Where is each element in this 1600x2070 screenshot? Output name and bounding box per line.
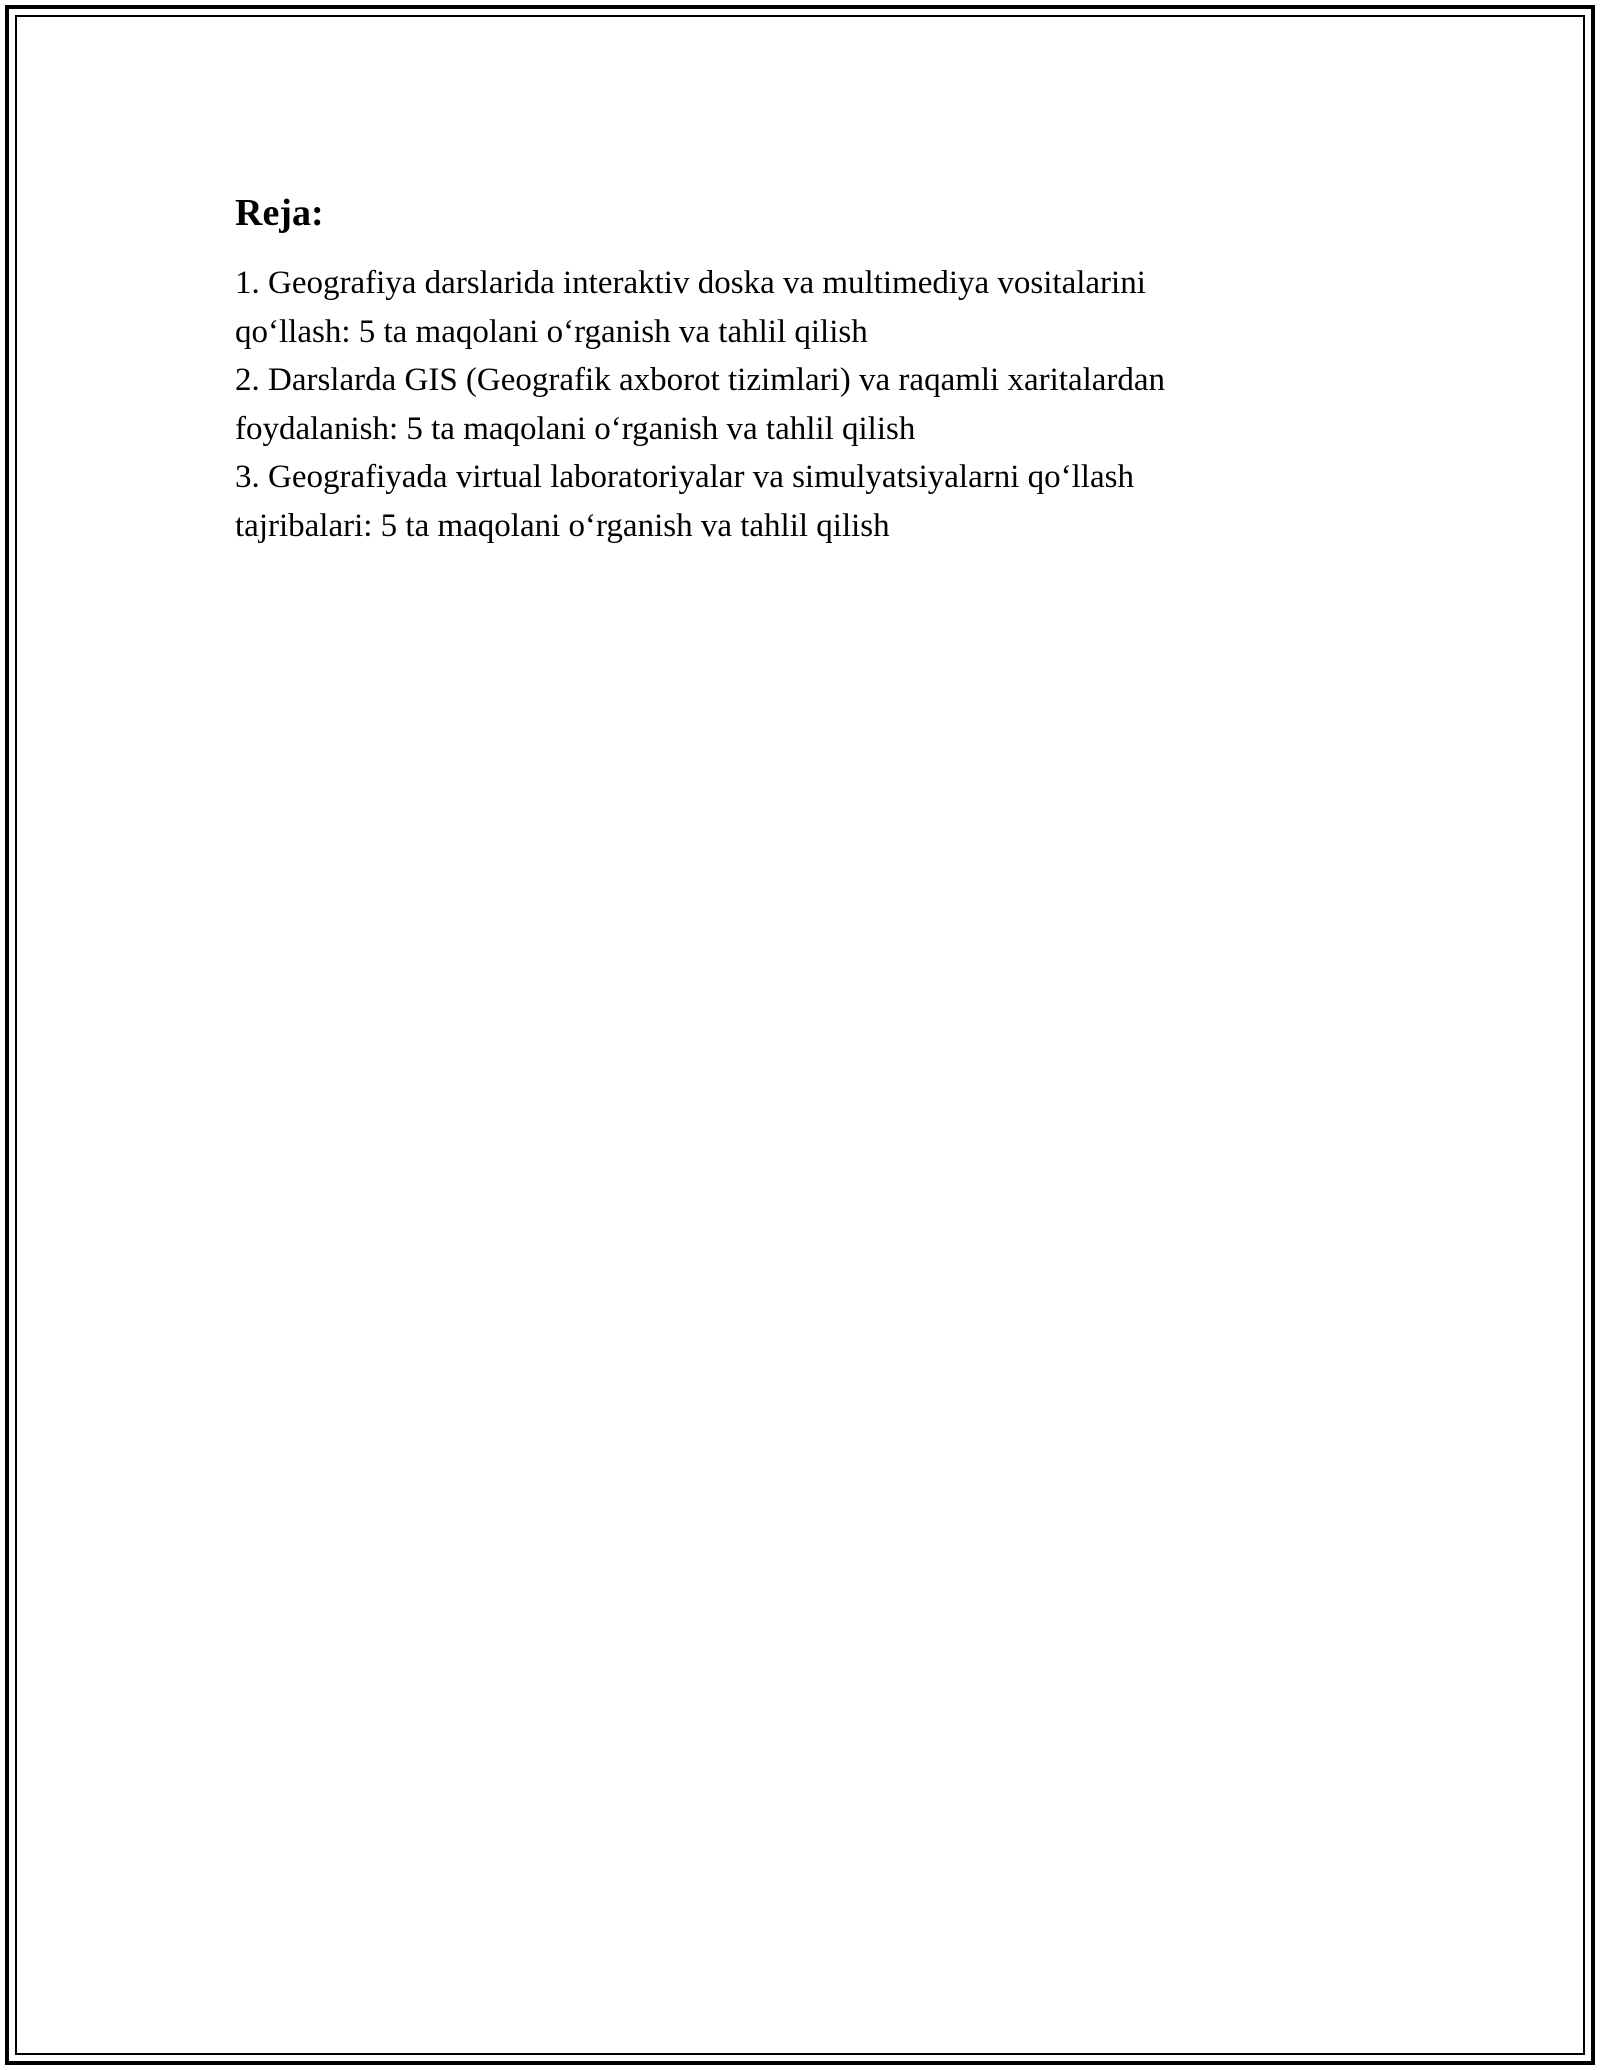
plan-item-3-line-1: 3. Geografiyada virtual laboratoriyalar va simulyatsiyalarni qo‘llash <box>235 459 1134 495</box>
plan-item-2 <box>235 356 1345 453</box>
plan-list <box>235 259 1345 550</box>
document-content <box>235 185 1345 550</box>
plan-item-1 <box>235 259 1345 356</box>
plan-item-2-line-2: foydalanish: 5 ta maqolani o‘rganish va tahlil qilish <box>235 410 916 447</box>
plan-item-3-line-2: tajribalari: 5 ta maqolani o‘rganish va tahlil qilish <box>235 507 890 544</box>
plan-item-1-line-1: 1. Geografiya darslarida interaktiv doska va multimediya vositalarini <box>235 265 1146 301</box>
page-title: Reja: <box>235 192 324 234</box>
plan-item-2-line-1: 2. Darslarda GIS (Geografik axborot tizimlari) va raqamli xaritalardan <box>235 362 1166 398</box>
plan-item-3 <box>235 453 1345 550</box>
plan-item-1-line-2: qo‘llash: 5 ta maqolani o‘rganish va tahlil qilish <box>235 313 868 350</box>
